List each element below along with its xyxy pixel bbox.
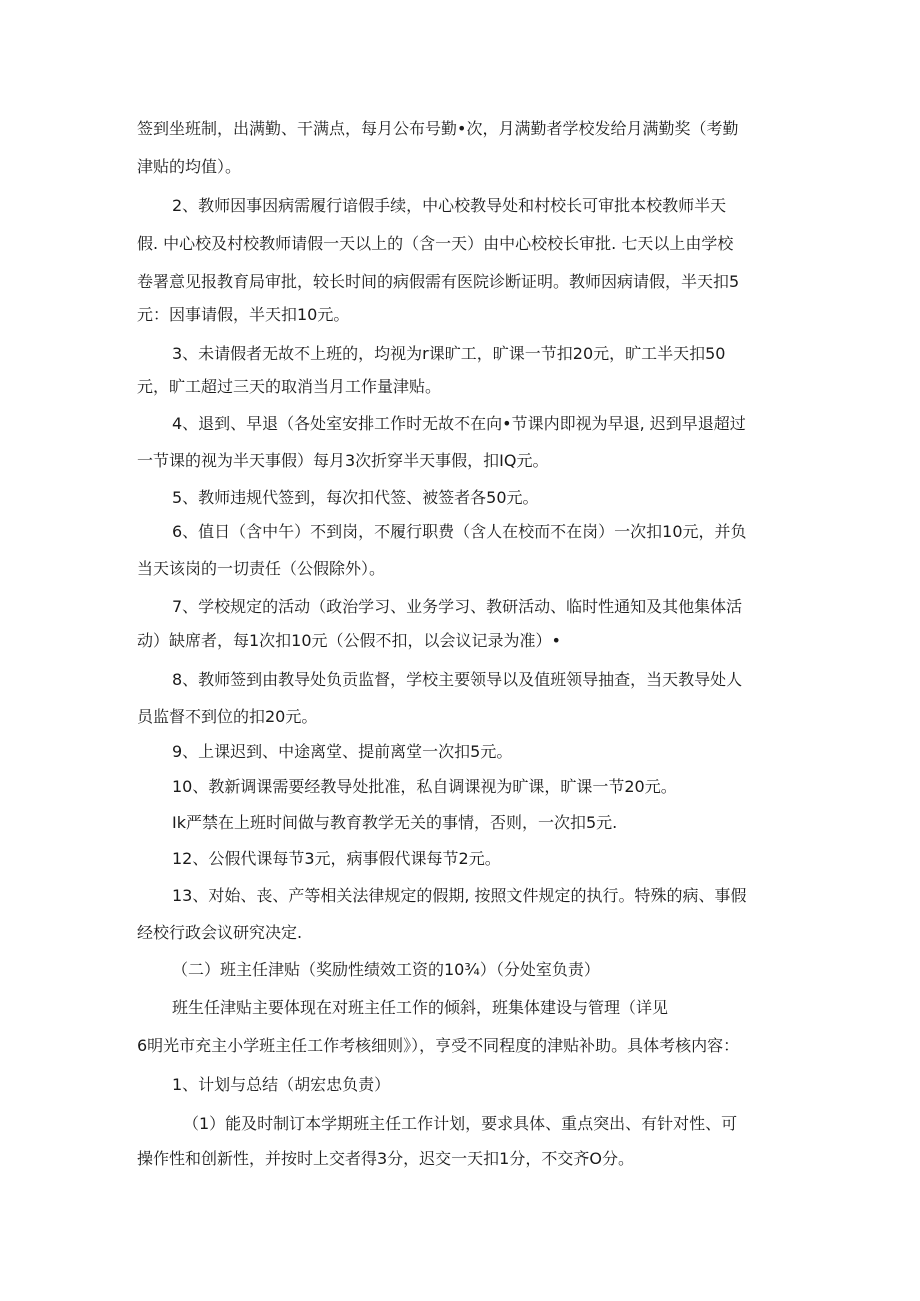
paragraph-line: 8、教师签到由教导处负贡监督，学校主要领导以及值班领导抽查，当天教导处人: [172, 670, 743, 689]
paragraph-line: 动）缺席者，每1次扣10元（公假不扣，以会议记录为准）•: [137, 631, 561, 650]
paragraph-line: 3、未请假者无故不上班的，均视为r课旷工，旷课一节扣20元，旷工半天扣50: [172, 344, 726, 363]
paragraph-line: 9、上课迟到、中途离堂、提前离堂一次扣5元。: [172, 742, 513, 761]
paragraph-line: 元：因事请假，半天扣10元。: [137, 305, 350, 324]
paragraph-line: 操作性和创新性，并按时上交者得3分，迟交一天扣1分，不交齐O分。: [137, 1149, 634, 1168]
paragraph-line: 6、值日（含中午）不到岗，不履行职费（含人在校而不在岗）一次扣10元，并负: [172, 522, 747, 541]
paragraph-line: 7、学校规定的活动（政治学习、业务学习、教研活动、临时性通知及其他集体活: [172, 597, 743, 616]
paragraph-line: 当天该岗的一切责任（公假除外）。: [137, 559, 386, 578]
paragraph-line: 12、公假代课每节3元，病事假代课每节2元。: [172, 849, 501, 868]
subsection-heading: 1、计划与总结（胡宏忠负责）: [172, 1075, 391, 1094]
paragraph-line: 13、对始、丧、产等相关法律规定的假期, 按照文件规定的执行。特殊的病、事假: [172, 886, 747, 905]
paragraph-line: 班生任津贴主要体现在对班主任工作的倾斜，班集体建设与管理（详见: [172, 998, 669, 1017]
paragraph-line: 员监督不到位的扣20元。: [137, 707, 318, 726]
paragraph-line: 签到坐班制，出满勤、干满点，每月公布号勤•次，月满勤者学校发给月满勤奖（考勤: [137, 119, 739, 138]
paragraph-line: 6明光市充主小学班主任工作考核细则》），亨受不同程度的津贴补助。具体考核内容：: [137, 1036, 740, 1055]
paragraph-line: 假. 中心校及村校教师请假一天以上的（含一天）由中心校校长审批. 七天以上由学校: [137, 234, 734, 253]
paragraph-line: 元，旷工超过三天的取消当月工作量津贴。: [137, 377, 442, 396]
paragraph-line: 10、教新调课需要经教导处批准，私自调课视为旷课，旷课一节20元。: [172, 777, 677, 796]
paragraph-line: 卷署意见报教育局审批，较长时间的病假需有医院诊断证明。教师因病请假，半天扣5: [137, 272, 740, 291]
paragraph-line: 经校行政会议研究决定.: [137, 923, 303, 942]
paragraph-line: 4、退到、早退（各处室安排工作时无故不在向•节课内即视为早退, 迟到早退超过: [172, 414, 746, 433]
paragraph-line: （1）能及时制订本学期班主任工作计划，要求具体、重点突出、有针对性、可: [183, 1114, 738, 1133]
paragraph-line: Ik严禁在上班时间做与教育教学无关的事情，否则，一次扣5元.: [172, 813, 618, 832]
paragraph-line: 5、教师违规代签到，每次扣代签、被签者各50元。: [172, 488, 539, 507]
paragraph-line: 一节课的视为半天事假）每月3次折穿半天事假，扣IQ元。: [137, 451, 549, 470]
paragraph-line: 2、教师因事因病需履行谙假手续，中心校教导处和村校长可审批本校教师半天: [172, 196, 727, 215]
paragraph-line: 津贴的均值）。: [137, 157, 242, 176]
section-heading: （二）班主任津贴（奖励性绩效工资的10¾）（分处室负责）: [172, 960, 600, 979]
